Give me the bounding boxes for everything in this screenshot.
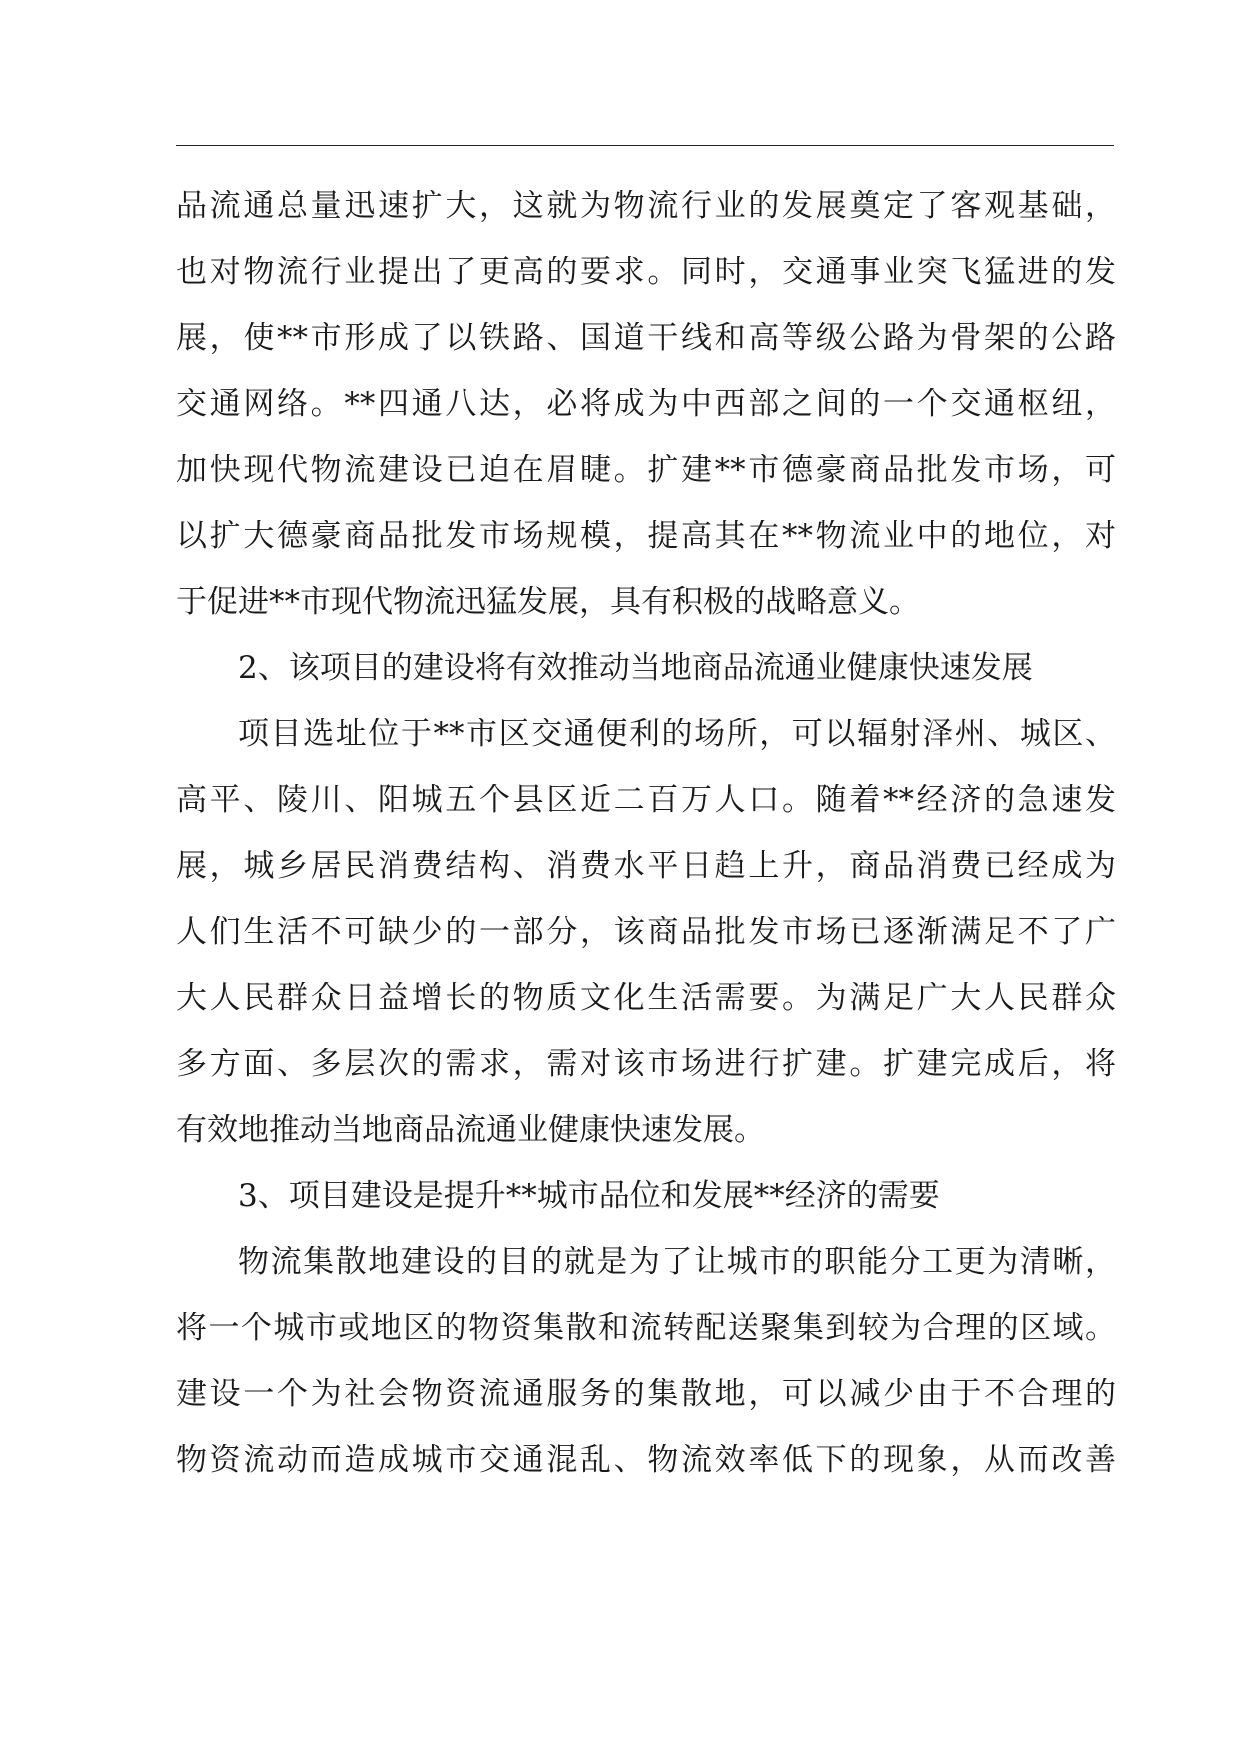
paragraph-line: 物流集散地建设的目的就是为了让城市的职能分工更为清晰，	[238, 1246, 1116, 1280]
paragraph-line: 有效地推动当地商品流通业健康快速发展。	[176, 1114, 765, 1148]
paragraph-line: 于促进**市现代物流迅猛发展，具有积极的战略意义。	[176, 586, 920, 620]
section-heading-2: 2、该项目的建设将有效推动当地商品流通业健康快速发展	[238, 650, 1033, 686]
page-body	[176, 190, 1116, 1510]
paragraph-line: 将一个城市或地区的物资集散和流转配送聚集到较为合理的区域。	[176, 1312, 1116, 1346]
paragraph-line: 交通网络。**四通八达，必将成为中西部之间的一个交通枢纽，	[176, 388, 1116, 422]
paragraph-1	[176, 190, 1116, 652]
paragraph-line: 项目选址位于**市区交通便利的场所，可以辐射泽州、城区、	[238, 718, 1116, 752]
paragraph-line: 也对物流行业提出了更高的要求。同时，交通事业突飞猛进的发	[176, 256, 1116, 290]
paragraph-line: 高平、陵川、阳城五个县区近二百万人口。随着**经济的急速发	[176, 784, 1116, 818]
paragraph-line: 物资流动而造成城市交通混乱、物流效率低下的现象，从而改善	[176, 1444, 1116, 1478]
paragraph-line: 品流通总量迅速扩大，这就为物流行业的发展奠定了客观基础，	[176, 190, 1116, 224]
paragraph-line: 人们生活不可缺少的一部分，该商品批发市场已逐渐满足不了广	[176, 916, 1116, 950]
paragraph-line: 展，城乡居民消费结构、消费水平日趋上升，商品消费已经成为	[176, 850, 1116, 884]
paragraph-line: 展，使**市形成了以铁路、国道干线和高等级公路为骨架的公路	[176, 322, 1116, 356]
paragraph-line: 多方面、多层次的需求，需对该市场进行扩建。扩建完成后，将	[176, 1048, 1116, 1082]
header-rule	[176, 145, 1114, 146]
paragraph-line: 以扩大德豪商品批发市场规模，提高其在**物流业中的地位，对	[176, 520, 1116, 554]
paragraph-line: 加快现代物流建设已迫在眉睫。扩建**市德豪商品批发市场，可	[176, 454, 1116, 488]
section-heading-3: 3、项目建设是提升**城市品位和发展**经济的需要	[238, 1178, 940, 1214]
paragraph-3	[176, 1246, 1116, 1510]
paragraph-2	[176, 718, 1116, 1180]
paragraph-line: 建设一个为社会物资流通服务的集散地，可以减少由于不合理的	[176, 1378, 1116, 1412]
paragraph-line: 大人民群众日益增长的物质文化生活需要。为满足广大人民群众	[176, 982, 1116, 1016]
